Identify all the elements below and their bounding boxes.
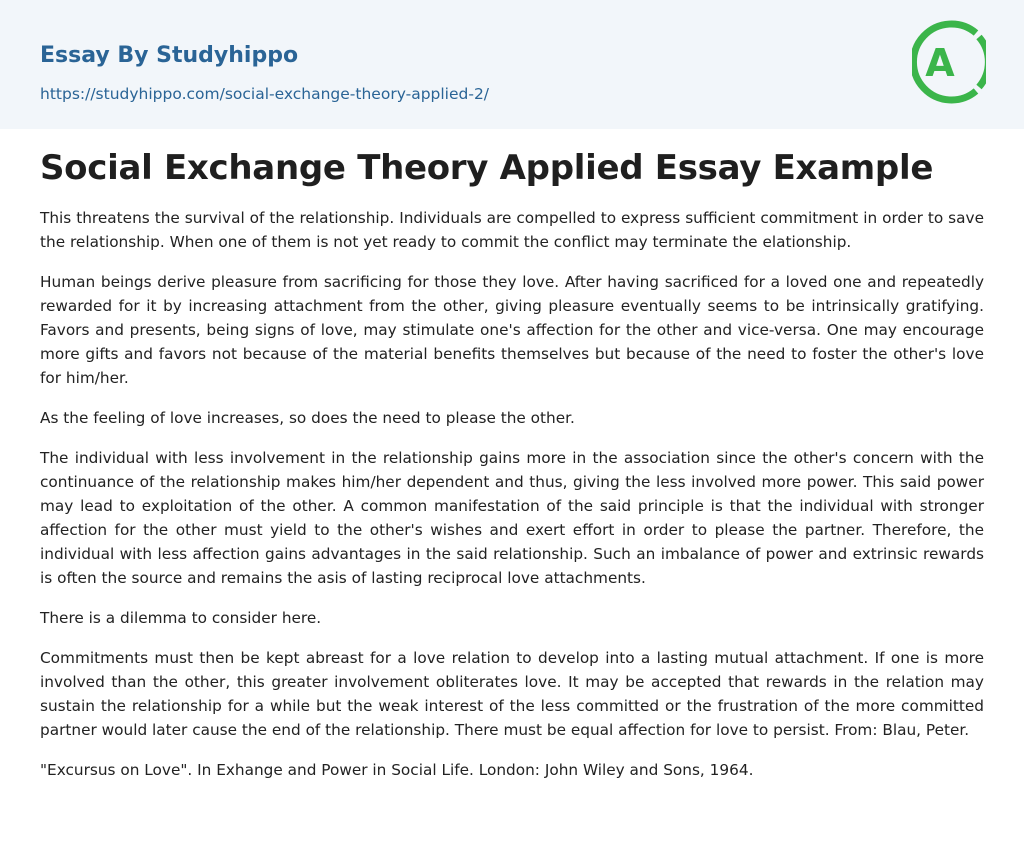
paragraph-3: As the feeling of love increases, so does the need to please the other. <box>40 409 575 427</box>
page-title: Social Exchange Theory Applied Essay Example <box>40 148 934 188</box>
letter-a-ring-icon[interactable] <box>912 19 986 105</box>
paragraph-5: There is a dilemma to consider here. <box>40 609 322 627</box>
paragraph-4: The individual with less involvement in the relationship gains more in the association since the other's concern with the continuance of the relationship makes him/her dependent and thus, giving the less involved more power. This said power may lead to exploitation of the other. A common manifestation of the said principle is that the individual with stronger affection for the other must yield to the other's wishes and exert effort in order to please the partner. Therefore, the individual with less affection gains advantages in the said relationship. Such an imbalance of power and extrinsic rewards is often the source and remains the asis of lasting reciprocal love attachments. <box>40 449 984 587</box>
paragraph-1: This threatens the survival of the relationship. Individuals are compelled to express sufficient commitment in order to save the relationship. When one of them is not yet ready to commit the conflict may terminate the elationship. <box>40 209 984 251</box>
essay-url-link[interactable]: https://studyhippo.com/social-exchange-theory-applied-2/ <box>40 85 490 103</box>
logo-letter: A <box>925 41 955 85</box>
paragraph-2: Human beings derive pleasure from sacrificing for those they love. After having sacrificed for a loved one and repeatedly rewarded for it by increasing attachment from the other, giving pleasure eventually seems to be intrinsically gratifying. Favors and presents, being signs of love, may stimulate one's affection for the other and vice-versa. One may encourage more gifts and favors not because of the material benefits themselves but because of the need to foster the other's love for him/her. <box>40 273 984 387</box>
paragraph-6: Commitments must then be kept abreast for a love relation to develop into a lasting mutual attachment. If one is more involved than the other, this greater involvement obliterates love. It may be accepted that rewards in the relation may sustain the relationship for a while but the weak interest of the less committed or the frustration of the more committed partner would later cause the end of the relationship. There must be equal affection for love to persist. From: Blau, Peter. <box>40 649 984 739</box>
paragraph-7-citation: "Excursus on Love". In Exhange and Power in Social Life. London: John Wiley and Sons, 1964. <box>40 761 754 779</box>
article-body <box>40 142 984 798</box>
site-header <box>0 0 1024 129</box>
brand-title: Essay By Studyhippo <box>40 43 299 68</box>
